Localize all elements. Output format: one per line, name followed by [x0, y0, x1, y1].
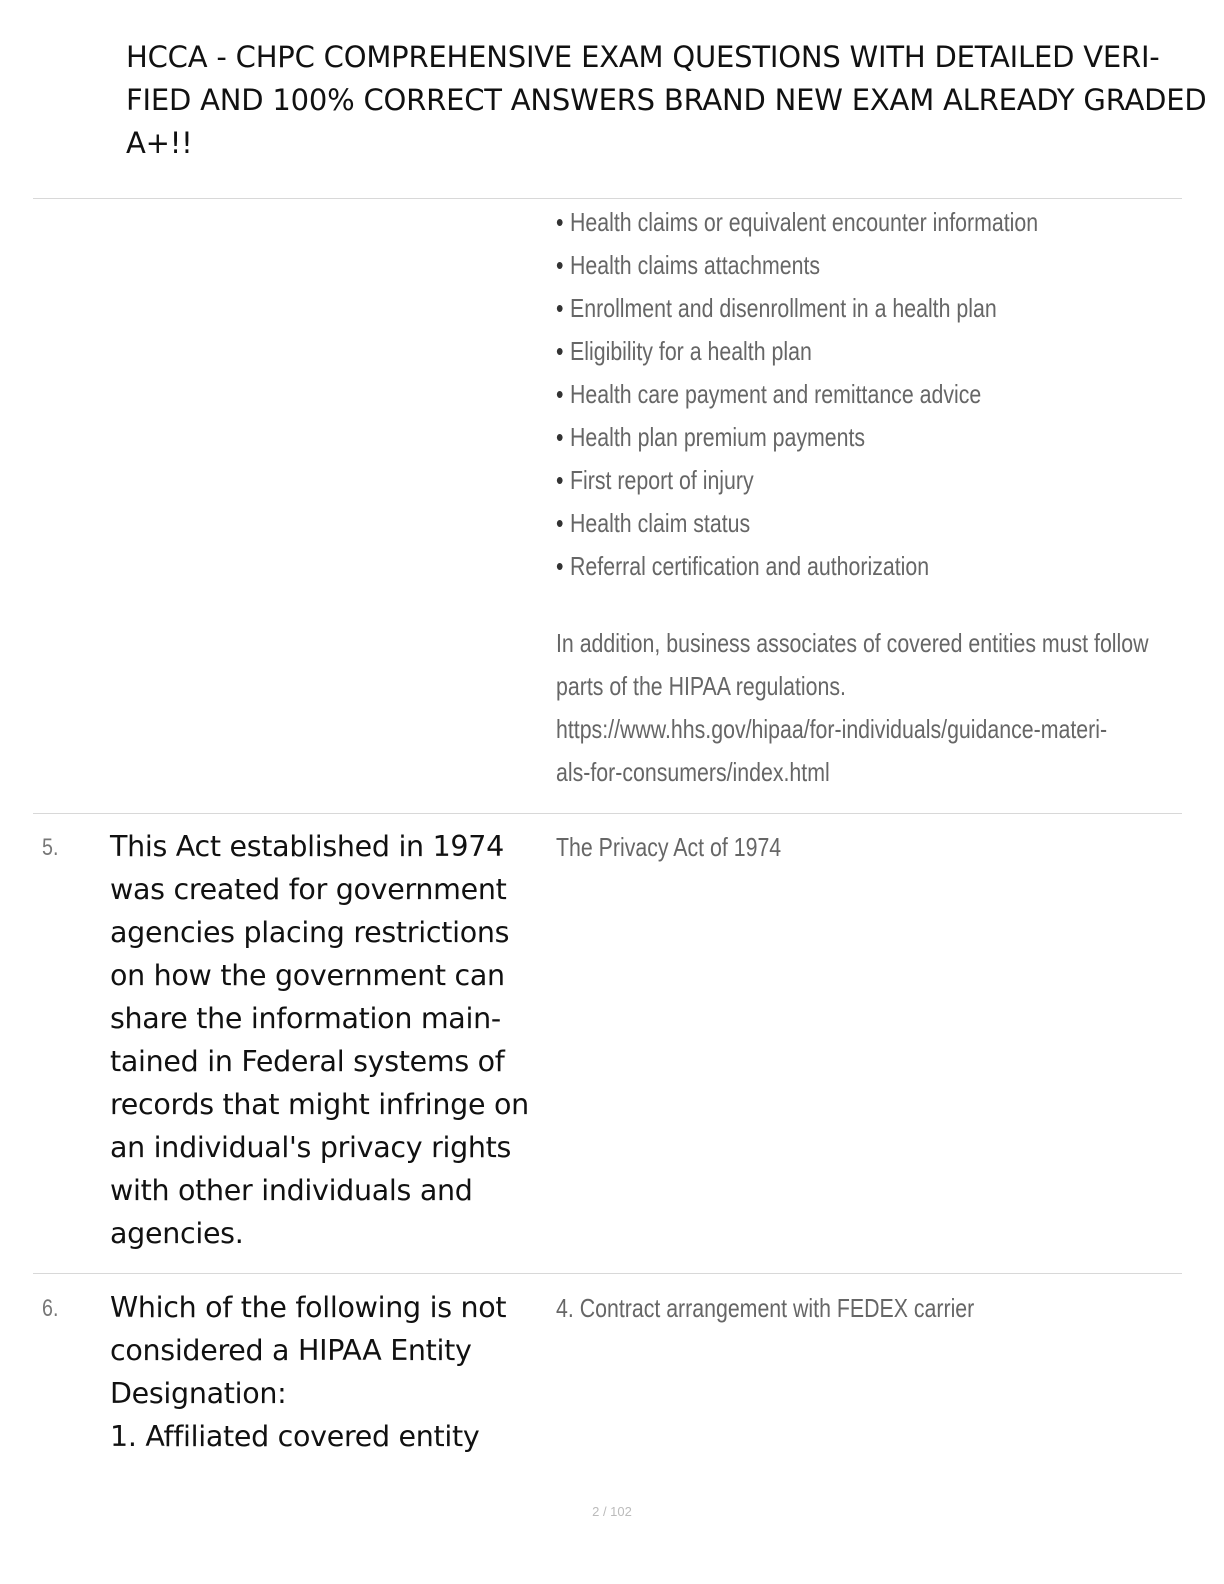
- row-divider: [33, 1273, 1182, 1274]
- list-item: • Referral certification and authorization: [556, 551, 930, 581]
- answer-text: 4. Contract arrangement with FEDEX carrier: [556, 1293, 975, 1323]
- question-text: This Act established in 1974 was created for government agencies placing restrictions on how the government can share the information main- tained in Federal systems of records that might infringe on an individual's privacy rights with other individuals and agencies.: [110, 830, 529, 1250]
- hhs-link-line: als-for-consumers/index.html: [556, 757, 830, 787]
- transactions-bullet-list: [556, 201, 1064, 588]
- list-item: • First report of injury: [556, 465, 754, 495]
- list-item: • Health care payment and remittance advice: [556, 379, 982, 409]
- title-line: FIED AND 100% CORRECT ANSWERS BRAND NEW EXAM ALREADY GRADED: [126, 83, 1207, 117]
- list-item: • Health claims attachments: [556, 250, 821, 280]
- question-text: Which of the following is not considered a HIPAA Entity Designation: 1. Affiliated covered entity: [110, 1291, 507, 1453]
- business-associates-paragraph: [556, 622, 1149, 794]
- question-number: 5.: [42, 834, 59, 861]
- list-item: • Health claims or equivalent encounter information: [556, 207, 1039, 237]
- title-line: A+!!: [126, 126, 193, 160]
- paragraph-line: In addition, business associates of covered entities must follow: [556, 628, 1149, 658]
- row-divider: [33, 198, 1182, 199]
- paragraph-line: parts of the HIPAA regulations.: [556, 671, 846, 701]
- title-line: HCCA - CHPC COMPREHENSIVE EXAM QUESTIONS WITH DETAILED VERI-: [126, 40, 1160, 74]
- page-indicator: 2 / 102: [592, 1504, 632, 1519]
- list-item: • Health claim status: [556, 508, 751, 538]
- row-divider: [33, 813, 1182, 814]
- list-item: • Eligibility for a health plan: [556, 336, 812, 366]
- answer-text: The Privacy Act of 1974: [556, 832, 782, 862]
- list-item: • Health plan premium payments: [556, 422, 866, 452]
- question-number: 6.: [42, 1295, 59, 1322]
- list-item: • Enrollment and disenrollment in a health plan: [556, 293, 997, 323]
- document-title: [126, 36, 1224, 165]
- hhs-link-line: https://www.hhs.gov/hipaa/for-individuals/guidance-materi-: [556, 714, 1108, 744]
